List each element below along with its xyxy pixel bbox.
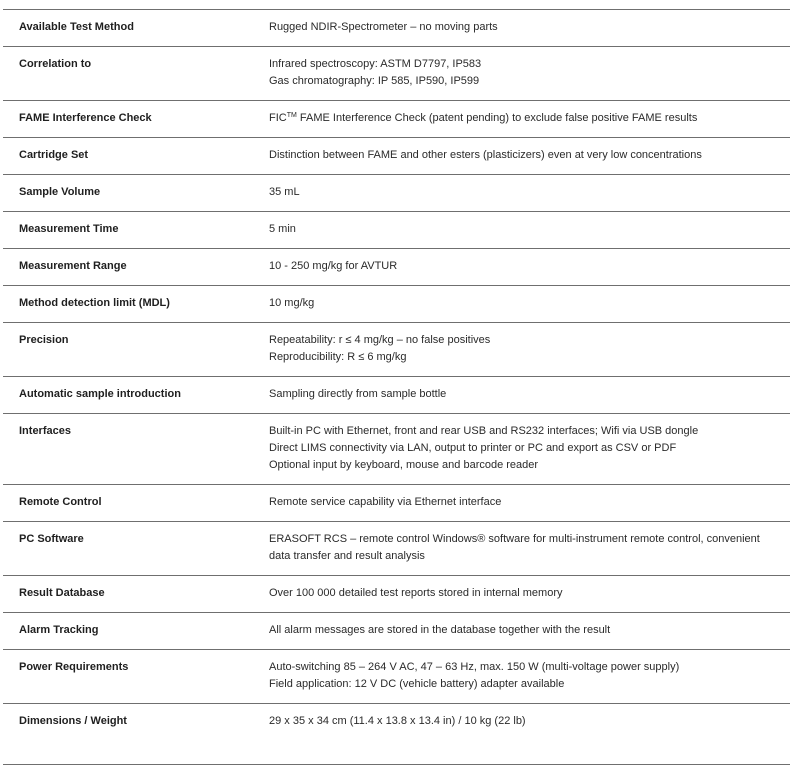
spec-value <box>269 522 790 576</box>
spec-label: Remote Control <box>19 496 102 508</box>
spec-value <box>269 485 790 522</box>
spec-value-line: Repeatability: r ≤ 4 mg/kg – no false positives <box>269 334 491 346</box>
spec-value-line: 29 x 35 x 34 cm (11.4 x 13.8 x 13.4 in) / 10 kg (22 lb) <box>269 715 526 727</box>
spec-label: Result Database <box>19 587 105 599</box>
spec-label: Alarm Tracking <box>19 624 99 636</box>
spec-value <box>269 323 790 377</box>
spec-value-line: Auto-switching 85 – 264 V AC, 47 – 63 Hz, max. 150 W (multi-voltage power supply) <box>269 661 680 673</box>
spec-value-line: Remote service capability via Ethernet interface <box>269 496 502 508</box>
spec-value-line: 10 - 250 mg/kg for AVTUR <box>269 260 398 272</box>
spec-value <box>269 286 790 323</box>
fic-suffix: FAME Interference Check (patent pending) to exclude false positive FAME results <box>296 112 698 124</box>
spec-value <box>269 704 790 765</box>
spec-row-remote-control <box>3 485 790 522</box>
trademark-superscript: TM <box>286 112 297 119</box>
spec-value <box>269 101 790 138</box>
spec-value-line: Built-in PC with Ethernet, front and rear USB and RS232 interfaces; Wifi via USB dongle <box>269 425 699 437</box>
spec-row-measurement-time <box>3 212 790 249</box>
spec-label: PC Software <box>19 533 84 545</box>
spec-value <box>269 414 790 485</box>
spec-value-line: Distinction between FAME and other esters (plasticizers) even at very low concentrations <box>269 149 702 161</box>
spec-value-line: data transfer and result analysis <box>269 550 425 562</box>
fic-prefix: FIC <box>269 112 287 124</box>
spec-row-result-database <box>3 576 790 613</box>
spec-row-fame-interference-check <box>3 101 790 138</box>
spec-row-interfaces <box>3 414 790 485</box>
spec-label: Available Test Method <box>19 21 134 33</box>
spec-value-line: Gas chromatography: IP 585, IP590, IP599 <box>269 75 480 87</box>
spec-row-measurement-range <box>3 249 790 286</box>
spec-label: Precision <box>19 334 69 346</box>
spec-label: Method detection limit (MDL) <box>19 297 170 309</box>
spec-row-alarm-tracking <box>3 613 790 650</box>
spec-value-line: Field application: 12 V DC (vehicle battery) adapter available <box>269 678 565 690</box>
spec-value-line: Direct LIMS connectivity via LAN, output to printer or PC and export as CSV or PDF <box>269 442 677 454</box>
spec-value-line: 5 min <box>269 223 296 235</box>
spec-value <box>269 650 790 704</box>
spec-value-line: Reproducibility: R ≤ 6 mg/kg <box>269 351 407 363</box>
spec-label: FAME Interference Check <box>19 112 152 124</box>
spec-value-line: All alarm messages are stored in the database together with the result <box>269 624 611 636</box>
spec-value-line: Over 100 000 detailed test reports stored in internal memory <box>269 587 563 599</box>
spec-label: Correlation to <box>19 58 92 70</box>
spec-label: Interfaces <box>19 425 71 437</box>
spec-row-precision <box>3 323 790 377</box>
spec-value <box>269 175 790 212</box>
spec-value-line: 10 mg/kg <box>269 297 315 309</box>
spec-value <box>269 47 790 101</box>
spec-row-power-requirements <box>3 650 790 704</box>
spec-value-line: 35 mL <box>269 186 300 198</box>
spec-value <box>269 10 790 47</box>
spec-value <box>269 212 790 249</box>
spec-value-line <box>269 110 790 127</box>
spec-value-line: Optional input by keyboard, mouse and barcode reader <box>269 459 539 471</box>
spec-value-line: Rugged NDIR-Spectrometer – no moving parts <box>269 21 498 33</box>
spec-value-line: Infrared spectroscopy: ASTM D7797, IP583 <box>269 58 482 70</box>
specifications-table <box>3 9 790 765</box>
spec-value <box>269 249 790 286</box>
spec-value-line: ERASOFT RCS – remote control Windows® software for multi-instrument remote control, convenient <box>269 533 760 545</box>
spec-label: Dimensions / Weight <box>19 715 127 727</box>
spec-row-sample-volume <box>3 175 790 212</box>
spec-row-available-test-method <box>3 10 790 47</box>
spec-label: Automatic sample introduction <box>19 388 181 400</box>
spec-label: Sample Volume <box>19 186 101 198</box>
spec-row-automatic-sample-introduction <box>3 377 790 414</box>
spec-label: Measurement Time <box>19 223 119 235</box>
spec-value <box>269 576 790 613</box>
spec-row-correlation-to <box>3 47 790 101</box>
spec-value <box>269 377 790 414</box>
spec-row-cartridge-set <box>3 138 790 175</box>
spec-value-line: Sampling directly from sample bottle <box>269 388 447 400</box>
spec-value <box>269 613 790 650</box>
spec-label: Power Requirements <box>19 661 129 673</box>
spec-value <box>269 138 790 175</box>
spec-label: Cartridge Set <box>19 149 89 161</box>
spec-row-pc-software <box>3 522 790 576</box>
spec-row-method-detection-limit <box>3 286 790 323</box>
spec-row-dimensions-weight <box>3 704 790 765</box>
spec-label: Measurement Range <box>19 260 127 272</box>
